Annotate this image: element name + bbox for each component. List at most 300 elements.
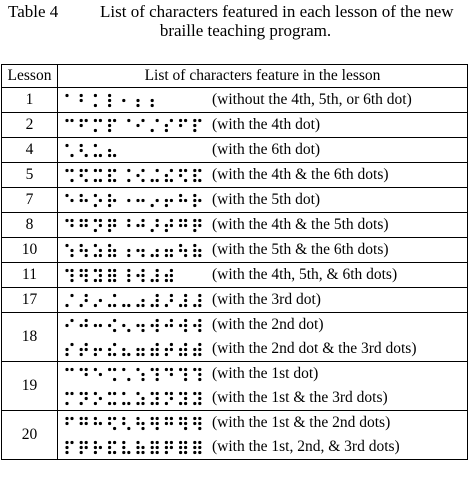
table-row xyxy=(2,238,468,263)
braille-dot xyxy=(193,441,196,444)
caption-line-1 xyxy=(8,2,463,21)
braille-dot xyxy=(80,368,83,371)
braille-cell xyxy=(165,249,173,257)
braille-cell xyxy=(94,144,102,157)
braille-dot xyxy=(170,373,173,376)
braille-dot xyxy=(85,422,88,425)
braille-dot xyxy=(141,353,144,356)
braille-dot xyxy=(85,154,88,157)
braille-dot xyxy=(108,204,111,207)
braille-dot xyxy=(141,373,144,376)
braille-dot xyxy=(179,174,182,177)
braille-dot xyxy=(108,348,111,351)
braille-dot xyxy=(94,94,97,97)
braille-dot xyxy=(113,254,116,257)
braille-dot xyxy=(165,204,168,207)
braille-dot xyxy=(151,392,154,395)
table-label: Table 4 xyxy=(8,2,59,21)
header-lesson: Lesson xyxy=(2,65,58,88)
braille-dot xyxy=(151,417,154,420)
character-description: (with the 4th & the 6th dots) xyxy=(212,166,389,183)
braille-dot xyxy=(165,392,168,395)
braille-dot xyxy=(99,179,102,182)
braille-dot xyxy=(141,269,144,272)
braille-dot xyxy=(113,451,116,454)
braille-dot xyxy=(156,373,159,376)
braille-cell xyxy=(80,244,88,257)
braille-glyphs xyxy=(65,93,169,109)
braille-dot xyxy=(156,417,159,420)
braille-cell xyxy=(80,392,88,405)
braille-dot xyxy=(136,124,139,127)
braille-cell xyxy=(65,119,73,122)
braille-dot xyxy=(99,199,102,202)
braille-dot xyxy=(94,219,97,222)
braille-cell xyxy=(179,343,187,356)
braille-dot xyxy=(136,446,139,449)
braille-cell xyxy=(151,169,159,182)
braille-cell xyxy=(151,249,159,257)
braille-cell xyxy=(136,417,144,430)
braille-dot xyxy=(198,368,201,371)
braille-dot xyxy=(156,304,159,307)
braille-dot xyxy=(179,446,182,449)
braille-cell xyxy=(94,94,97,107)
character-line xyxy=(58,313,467,337)
braille-dot xyxy=(80,99,83,102)
braille-dot xyxy=(193,229,196,232)
braille-dot xyxy=(127,254,130,257)
braille-dot xyxy=(198,402,201,405)
braille-dot xyxy=(179,124,182,127)
braille-dot xyxy=(198,417,201,420)
braille-cell xyxy=(136,348,144,356)
braille-dot xyxy=(141,279,144,282)
table-row xyxy=(2,362,468,411)
braille-dot xyxy=(170,348,173,351)
braille-dot xyxy=(198,348,201,351)
braille-dot xyxy=(193,194,196,197)
braille-dot xyxy=(108,446,111,449)
braille-cell xyxy=(94,119,102,132)
braille-dot xyxy=(156,378,159,381)
braille-dot xyxy=(170,179,173,182)
braille-dot xyxy=(151,441,154,444)
braille-dot xyxy=(70,392,73,395)
braille-dot xyxy=(108,199,111,202)
header-character-list: List of characters feature in the lesson xyxy=(58,65,468,88)
braille-dot xyxy=(80,304,83,307)
braille-cell xyxy=(151,392,159,405)
braille-dot xyxy=(85,368,88,371)
braille-dot xyxy=(85,219,88,222)
braille-dot xyxy=(127,119,130,122)
braille-dot xyxy=(80,451,83,454)
braille-cell xyxy=(136,392,144,405)
braille-dot xyxy=(136,174,139,177)
braille-dot xyxy=(94,179,97,182)
braille-glyphs xyxy=(65,168,211,184)
braille-dot xyxy=(198,169,201,172)
braille-dot xyxy=(141,402,144,405)
braille-dot xyxy=(156,224,159,227)
braille-dot xyxy=(165,324,168,327)
braille-cell xyxy=(108,343,116,356)
braille-dot xyxy=(136,417,139,420)
braille-dot xyxy=(165,353,168,356)
braille-dot xyxy=(108,402,111,405)
table-row xyxy=(2,313,468,362)
braille-dot xyxy=(65,194,68,197)
braille-dot xyxy=(198,304,201,307)
braille-dot xyxy=(170,343,173,346)
character-description: (with the 2nd dot & the 3rd dots) xyxy=(212,340,417,357)
braille-dot xyxy=(193,353,196,356)
braille-dot xyxy=(127,274,130,277)
lesson-number: 7 xyxy=(2,188,58,213)
braille-cell xyxy=(127,249,130,257)
braille-dot xyxy=(113,392,116,395)
braille-dot xyxy=(127,353,130,356)
character-line xyxy=(58,163,467,187)
braille-dot xyxy=(156,353,159,356)
braille-dot xyxy=(108,422,111,425)
braille-dot xyxy=(99,279,102,282)
braille-dot xyxy=(184,324,187,327)
braille-dot xyxy=(193,219,196,222)
braille-dot xyxy=(179,451,182,454)
braille-cell xyxy=(122,368,130,381)
braille-dot xyxy=(65,348,68,351)
braille-cell xyxy=(179,194,187,202)
braille-dot xyxy=(80,119,83,122)
braille-dot xyxy=(127,427,130,430)
braille-dot xyxy=(127,378,130,381)
braille-dot xyxy=(108,99,111,102)
braille-dot xyxy=(65,269,68,272)
braille-cell xyxy=(151,219,159,232)
braille-dot xyxy=(141,451,144,454)
braille-cell xyxy=(193,244,201,257)
braille-cell xyxy=(179,392,187,405)
lesson-characters xyxy=(58,88,468,113)
braille-dot xyxy=(99,446,102,449)
braille-cell xyxy=(65,94,68,97)
braille-cell xyxy=(122,304,130,307)
braille-cell xyxy=(65,294,73,307)
braille-cell xyxy=(179,219,187,227)
braille-dot xyxy=(122,99,125,102)
braille-dot xyxy=(113,224,116,227)
braille-dot xyxy=(179,304,182,307)
braille-dot xyxy=(193,417,196,420)
braille-cell xyxy=(80,94,83,102)
braille-dot xyxy=(165,249,168,252)
braille-dot xyxy=(127,169,130,172)
braille-dot xyxy=(94,269,97,272)
braille-dot xyxy=(80,417,83,420)
braille-dot xyxy=(184,169,187,172)
braille-dot xyxy=(156,119,159,122)
braille-dot xyxy=(85,294,88,297)
braille-cell xyxy=(108,269,116,282)
braille-dot xyxy=(198,353,201,356)
braille-cell xyxy=(193,441,201,454)
braille-dot xyxy=(136,451,139,454)
braille-cell xyxy=(165,119,173,132)
braille-dot xyxy=(85,254,88,257)
braille-cell xyxy=(165,343,173,356)
braille-dot xyxy=(108,174,111,177)
braille-cell xyxy=(193,343,201,356)
braille-dot xyxy=(136,441,139,444)
braille-dot xyxy=(136,348,139,351)
table-row xyxy=(2,411,468,460)
braille-dot xyxy=(165,304,168,307)
braille-dot xyxy=(151,204,154,207)
braille-dot xyxy=(198,219,201,222)
braille-dot xyxy=(99,269,102,272)
braille-dot xyxy=(80,274,83,277)
braille-dot xyxy=(179,368,182,371)
braille-dot xyxy=(99,324,102,327)
braille-dot xyxy=(198,378,201,381)
braille-dot xyxy=(141,446,144,449)
braille-dot xyxy=(165,422,168,425)
braille-dot xyxy=(122,402,125,405)
braille-dot xyxy=(184,304,187,307)
braille-dot xyxy=(80,244,83,247)
braille-dot xyxy=(122,451,125,454)
braille-dot xyxy=(94,392,97,395)
braille-dot xyxy=(136,324,139,327)
braille-cell xyxy=(94,169,102,182)
braille-dot xyxy=(65,144,68,147)
braille-dot xyxy=(156,199,159,202)
braille-dot xyxy=(65,119,68,122)
braille-dot xyxy=(179,422,182,425)
braille-dot xyxy=(184,249,187,252)
braille-dot xyxy=(70,417,73,420)
braille-dot xyxy=(94,144,97,147)
braille-cell xyxy=(65,343,73,356)
braille-cell xyxy=(151,319,159,332)
braille-dot xyxy=(99,219,102,222)
braille-cell xyxy=(94,299,102,307)
braille-dot xyxy=(70,119,73,122)
braille-dot xyxy=(179,194,182,197)
braille-dot xyxy=(113,279,116,282)
braille-dot xyxy=(80,194,83,197)
braille-cell xyxy=(136,99,139,107)
braille-cell xyxy=(65,417,73,425)
braille-dot xyxy=(141,179,144,182)
braille-dot xyxy=(113,294,116,297)
character-line xyxy=(58,263,467,287)
braille-dot xyxy=(170,224,173,227)
braille-cell xyxy=(80,294,88,307)
braille-dot xyxy=(113,199,116,202)
braille-cell xyxy=(193,319,201,332)
braille-cell xyxy=(165,417,173,425)
braille-cell xyxy=(94,368,102,376)
braille-dot xyxy=(65,441,68,444)
character-description: (with the 5th dot) xyxy=(212,191,321,208)
braille-dot xyxy=(198,446,201,449)
braille-dot xyxy=(127,269,130,272)
braille-dot xyxy=(122,304,125,307)
braille-dot xyxy=(156,254,159,257)
lesson-characters xyxy=(58,238,468,263)
braille-dot xyxy=(184,224,187,227)
braille-dot xyxy=(113,274,116,277)
braille-dot xyxy=(70,224,73,227)
braille-cell xyxy=(65,319,73,327)
braille-dot xyxy=(113,304,116,307)
braille-dot xyxy=(85,324,88,327)
braille-dot xyxy=(70,279,73,282)
braille-dot xyxy=(184,199,187,202)
braille-dot xyxy=(156,219,159,222)
lesson-number: 4 xyxy=(2,138,58,163)
braille-dot xyxy=(136,104,139,107)
character-line xyxy=(58,213,467,237)
braille-cell xyxy=(193,294,201,307)
braille-dot xyxy=(85,249,88,252)
braille-dot xyxy=(108,219,111,222)
braille-cell xyxy=(65,169,73,182)
braille-dot xyxy=(179,441,182,444)
character-description: (with the 1st, 2nd, & 3rd dots) xyxy=(212,438,400,455)
lesson-number: 20 xyxy=(2,411,58,460)
braille-dot xyxy=(165,451,168,454)
braille-cell xyxy=(65,219,73,227)
braille-dot xyxy=(193,451,196,454)
lesson-characters xyxy=(58,411,468,460)
braille-dot xyxy=(99,373,102,376)
lesson-number: 8 xyxy=(2,213,58,238)
lesson-characters xyxy=(58,288,468,313)
braille-cell xyxy=(151,199,159,207)
braille-dot xyxy=(156,249,159,252)
braille-dot xyxy=(94,154,97,157)
braille-dot xyxy=(70,179,73,182)
braille-cell xyxy=(179,169,187,182)
braille-dot xyxy=(170,368,173,371)
braille-glyphs xyxy=(65,318,211,334)
braille-dot xyxy=(165,279,168,282)
braille-dot xyxy=(198,329,201,332)
braille-cell xyxy=(80,441,88,454)
braille-cell xyxy=(94,417,102,425)
braille-dot xyxy=(193,348,196,351)
braille-dot xyxy=(113,402,116,405)
braille-dot xyxy=(85,392,88,395)
braille-dot xyxy=(198,299,201,302)
braille-cell xyxy=(94,219,102,232)
braille-dot xyxy=(141,219,144,222)
braille-cell xyxy=(80,194,88,202)
braille-dot xyxy=(80,219,83,222)
braille-cell xyxy=(179,417,187,430)
braille-glyphs xyxy=(65,416,211,432)
braille-dot xyxy=(141,254,144,257)
braille-dot xyxy=(136,99,139,102)
braille-dot xyxy=(127,304,130,307)
braille-dot xyxy=(113,329,116,332)
braille-dot xyxy=(141,378,144,381)
braille-dot xyxy=(184,299,187,302)
braille-dot xyxy=(80,199,83,202)
braille-dot xyxy=(156,402,159,405)
braille-cell xyxy=(165,269,173,282)
braille-dot xyxy=(85,224,88,227)
braille-dot xyxy=(198,254,201,257)
lesson-number: 17 xyxy=(2,288,58,313)
braille-cell xyxy=(65,244,73,257)
braille-cell xyxy=(65,144,73,157)
braille-dot xyxy=(193,244,196,247)
braille-dot xyxy=(165,129,168,132)
braille-dot xyxy=(170,119,173,122)
braille-dot xyxy=(127,279,130,282)
character-line xyxy=(58,362,467,386)
braille-dot xyxy=(156,422,159,425)
braille-cell xyxy=(94,441,102,454)
braille-glyphs xyxy=(65,193,211,209)
braille-cell xyxy=(108,149,116,157)
character-description: (with the 1st & the 3rd dots) xyxy=(212,389,388,406)
braille-dot xyxy=(80,441,83,444)
table-row xyxy=(2,163,468,188)
braille-dot xyxy=(108,417,111,420)
braille-cell xyxy=(136,169,144,182)
braille-cell xyxy=(108,219,116,232)
braille-dot xyxy=(151,451,154,454)
braille-dot xyxy=(184,119,187,122)
lesson-number: 19 xyxy=(2,362,58,411)
braille-dot xyxy=(99,154,102,157)
braille-dot xyxy=(113,179,116,182)
braille-dot xyxy=(122,392,125,395)
lesson-characters xyxy=(58,263,468,288)
braille-dot xyxy=(108,104,111,107)
braille-dot xyxy=(80,249,83,252)
braille-dot xyxy=(198,224,201,227)
braille-cell xyxy=(165,319,173,327)
braille-dot xyxy=(127,249,130,252)
braille-dot xyxy=(122,368,125,371)
braille-glyphs xyxy=(65,218,211,234)
caption-line-2: braille teaching program. xyxy=(159,21,332,40)
braille-dot xyxy=(170,417,173,420)
braille-dot xyxy=(113,441,116,444)
braille-dot xyxy=(99,299,102,302)
braille-dot xyxy=(85,119,88,122)
braille-dot xyxy=(184,254,187,257)
braille-cell xyxy=(80,368,88,376)
braille-dot xyxy=(94,324,97,327)
braille-dot xyxy=(94,229,97,232)
braille-dot xyxy=(70,294,73,297)
lesson-characters xyxy=(58,213,468,238)
braille-dot xyxy=(94,279,97,282)
braille-cell xyxy=(151,269,159,282)
braille-dot xyxy=(94,119,97,122)
lesson-characters xyxy=(58,138,468,163)
braille-cell xyxy=(193,368,201,381)
braille-dot xyxy=(65,446,68,449)
